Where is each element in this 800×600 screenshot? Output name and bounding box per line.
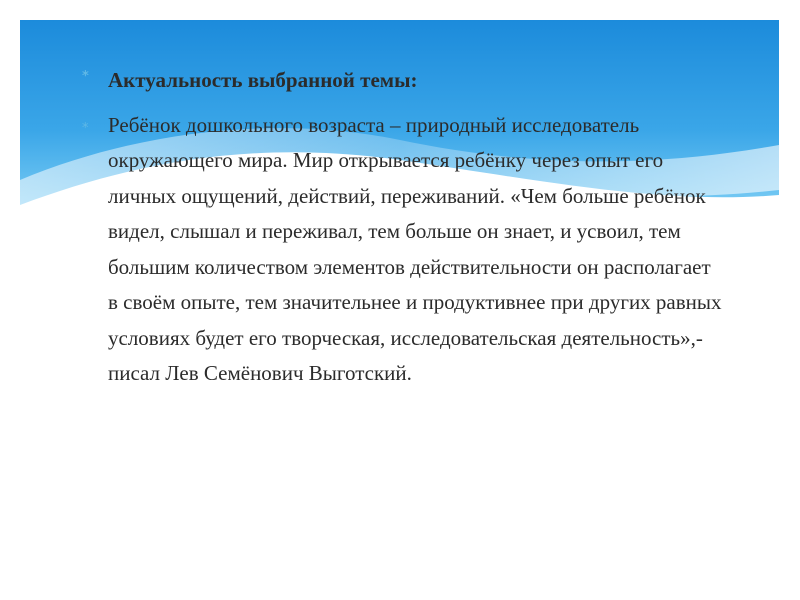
bullet-heading bbox=[82, 64, 722, 98]
heading-text: Актуальность выбранной темы: bbox=[108, 68, 418, 92]
bullet-body bbox=[82, 108, 722, 392]
slide bbox=[20, 20, 779, 589]
slide-content bbox=[82, 64, 722, 392]
bullet-star-icon: * bbox=[82, 120, 89, 136]
body-text: Ребёнок дошкольного возраста – природный исследователь окружающего мира. Мир открывается ребёнку через опыт его личных ощущений, действий, переживаний. «Чем больше ребёнок видел, слышал и переживал, тем больше он знает, и усвоил, тем большим количеством элементов действительности он располагает в своём опыте, тем значительнее и продуктивнее при других равных условиях будет его творческая, исследовательская деятельность»,- писал Лев Семёнович Выготский. bbox=[108, 112, 722, 386]
bullet-star-icon: * bbox=[82, 69, 89, 84]
